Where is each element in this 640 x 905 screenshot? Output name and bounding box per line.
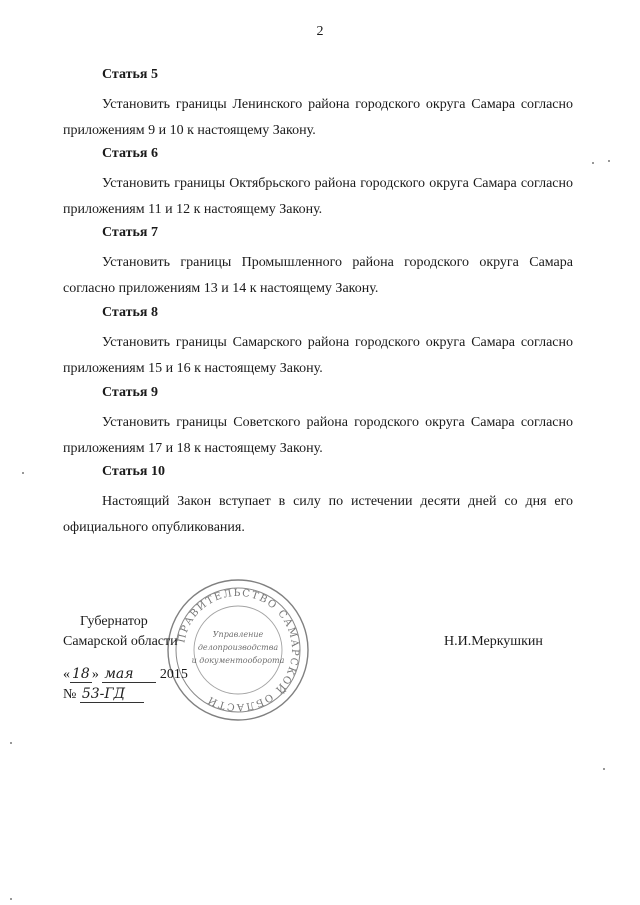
- seal-line-2: делопроизводства: [197, 643, 279, 652]
- scan-speck: [608, 160, 610, 162]
- page-number: 2: [316, 24, 324, 39]
- article-6: [63, 145, 573, 223]
- article-8: [63, 304, 573, 382]
- seal-line-3: и документооборота: [191, 656, 285, 665]
- article-text: Установить границы Октябрьского района городского округа Самара согласно приложениям 11 и 12 к настоящему Закону.: [63, 176, 573, 217]
- signer-position-line1: Губернатор: [80, 614, 148, 629]
- scan-speck: [592, 162, 594, 164]
- article-5: [63, 66, 573, 144]
- article-text: Настоящий Закон вступает в силу по истечении десяти дней со дня его официального опубликования.: [63, 494, 573, 535]
- signer-name: Н.И.Меркушкин: [444, 634, 543, 649]
- official-seal: [163, 575, 313, 725]
- signer-position-line2: Самарской области: [63, 634, 178, 649]
- date-open-quote: «: [63, 667, 70, 682]
- seal-ring-text: ПРАВИТЕЛЬСТВО САМАРСКОЙ ОБЛАСТИ: [176, 587, 301, 713]
- article-title: Статья 7: [102, 225, 158, 240]
- number-line: [63, 686, 144, 703]
- scan-speck: [10, 898, 12, 900]
- article-title: Статья 6: [102, 146, 158, 161]
- article-7: [63, 224, 573, 302]
- date-year: 2015: [159, 667, 188, 682]
- date-day: 18: [72, 666, 90, 682]
- article-text: Установить границы Самарского района городского округа Самара согласно приложениям 15 и 16 к настоящему Закону.: [63, 335, 573, 376]
- date-line: [63, 666, 188, 683]
- law-number: 53-ГД: [80, 686, 144, 703]
- article-text: Установить границы Ленинского района городского округа Самара согласно приложениям 9 и 10 к настоящему Закону.: [63, 97, 573, 138]
- article-title: Статья 10: [102, 464, 165, 479]
- article-title: Статья 8: [102, 305, 158, 320]
- date-close-quote: »: [91, 667, 99, 682]
- article-10: [63, 463, 573, 541]
- article-title: Статья 5: [102, 67, 158, 82]
- date-month: мая: [102, 666, 156, 683]
- article-text: Установить границы Советского района городского округа Самара согласно приложениям 17 и 18 к настоящему Закону.: [63, 415, 573, 456]
- article-title: Статья 9: [102, 385, 158, 400]
- scan-speck: [10, 742, 12, 744]
- seal-line-1: Управление: [212, 630, 264, 639]
- number-sign: №: [63, 687, 77, 702]
- article-text: Установить границы Промышленного района городского округа Самара согласно приложениям 13 и 14 к настоящему Закону.: [63, 255, 573, 296]
- scan-speck: [603, 768, 605, 770]
- article-9: [63, 384, 573, 462]
- scan-speck: [22, 472, 24, 474]
